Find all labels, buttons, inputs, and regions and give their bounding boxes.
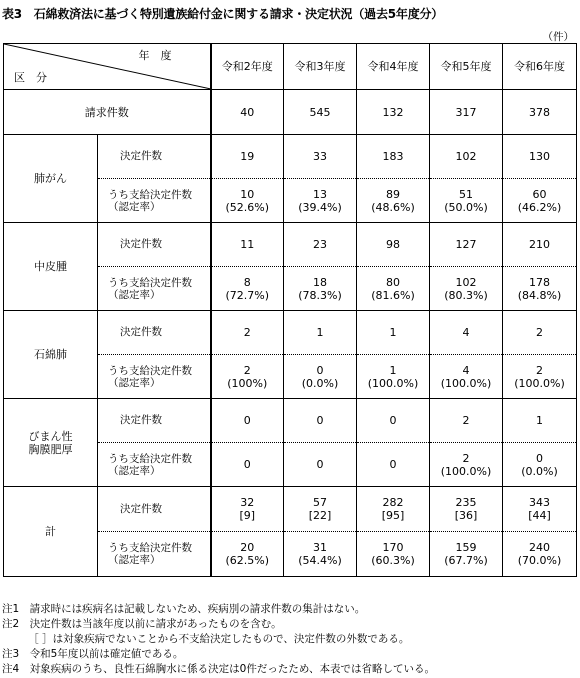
group-label-asbestosis: 石綿肺	[4, 311, 98, 399]
header-row	[4, 44, 577, 90]
decided-value: 0	[211, 399, 284, 443]
claims-row	[4, 90, 577, 135]
paid-value: 240	[529, 541, 550, 554]
paid-value: 60	[532, 187, 547, 201]
year-header: 令和6年度	[503, 44, 577, 90]
decided-label: 決定件数	[98, 487, 211, 532]
decided-value: 1	[357, 311, 430, 355]
note-2-bracket: ［ ］は対象疾病でないことから不支給決定したもので、決定件数の外数である。	[2, 633, 410, 645]
paid-label-cell	[98, 532, 211, 577]
paid-label: うち支給決定件数	[108, 542, 192, 554]
paid-value: 51	[459, 187, 473, 201]
paid-label-cell	[98, 267, 211, 311]
rate-value: (100.0%)	[367, 376, 419, 390]
decided-cell	[357, 487, 430, 532]
paid-value: 2	[536, 363, 543, 377]
paid-value: 0	[243, 458, 251, 471]
rate-value: (100.0%)	[514, 376, 565, 390]
paid-cell	[503, 355, 577, 399]
decided-cell	[503, 487, 577, 532]
paid-cell	[211, 355, 284, 399]
decided-cell	[430, 487, 503, 532]
year-header: 令和5年度	[430, 44, 503, 90]
decided-value: 2	[430, 399, 503, 443]
decided-value: 235	[455, 496, 477, 509]
rate-value: (39.4%)	[298, 200, 342, 214]
header-corner-cell	[4, 44, 211, 90]
paid-label-cell	[98, 179, 211, 223]
decided-value: 57	[313, 496, 327, 509]
decided-cell	[284, 487, 357, 532]
paid-cell	[284, 532, 357, 577]
rate-value: (100%)	[227, 376, 268, 390]
total-decided-row	[4, 487, 577, 532]
note-4: 注4 対象疾病のうち、良性石綿胸水に係る決定は0件だったため、本表では省略している。	[2, 663, 435, 675]
lung-cancer-decided-row	[4, 135, 577, 179]
paid-value: 31	[313, 541, 327, 554]
paid-value: 89	[386, 187, 400, 201]
decided-value: 343	[529, 496, 550, 509]
paid-cell	[284, 443, 357, 487]
decided-value: 32	[240, 496, 255, 509]
paid-cell	[357, 532, 430, 577]
decided-value: 127	[430, 223, 503, 267]
rate-value: (46.2%)	[517, 200, 562, 214]
paid-cell	[357, 355, 430, 399]
paid-value: 2	[243, 363, 251, 377]
rate-value: (52.6%)	[225, 200, 270, 214]
rate-value: (100.0%)	[440, 464, 492, 478]
rate-value: (72.7%)	[225, 288, 270, 302]
paid-cell	[357, 267, 430, 311]
decided-label: 決定件数	[98, 135, 211, 179]
rate-value: (67.7%)	[444, 554, 488, 567]
paid-label-cell	[98, 443, 211, 487]
rate-value: (70.0%)	[517, 554, 562, 567]
rate-label: （認定率）	[108, 464, 161, 477]
paid-value: 10	[240, 187, 255, 201]
rate-value: (81.6%)	[371, 288, 415, 302]
claims-decision-table	[3, 43, 577, 577]
year-header: 令和4年度	[357, 44, 430, 90]
paid-cell	[211, 179, 284, 223]
rate-value: (100.0%)	[440, 376, 492, 390]
paid-value: 159	[455, 541, 477, 554]
decided-cell	[211, 487, 284, 532]
decided-value: 2	[211, 311, 284, 355]
paid-value: 18	[313, 275, 327, 289]
rate-value: (62.5%)	[225, 554, 270, 567]
rate-value: (50.0%)	[444, 200, 488, 214]
paid-value: 20	[240, 541, 255, 554]
paid-cell	[430, 355, 503, 399]
paid-value: 0	[389, 458, 397, 471]
paid-value: 0	[316, 458, 324, 471]
decided-value: 1	[284, 311, 357, 355]
paid-value: 102	[455, 275, 477, 289]
pleural-thickening-decided-row	[4, 399, 577, 443]
note-2: 注2 決定件数は当該年度以前に請求があったものを含む。	[2, 618, 282, 630]
rejected-value: [22]	[308, 509, 332, 522]
paid-cell	[430, 532, 503, 577]
paid-value: 2	[462, 451, 470, 465]
decided-value: 0	[284, 399, 357, 443]
decided-value: 11	[211, 223, 284, 267]
asbestosis-decided-row	[4, 311, 577, 355]
rate-label: （認定率）	[108, 554, 161, 566]
rate-value: (48.6%)	[371, 200, 415, 214]
rate-value: (0.0%)	[301, 376, 339, 390]
rejected-value: [9]	[239, 509, 256, 522]
year-header-label: 年 度	[138, 49, 172, 62]
paid-value: 178	[529, 275, 550, 289]
paid-label: うち支給決定件数	[108, 452, 192, 465]
note-3: 注3 令和5年度以前は確定値である。	[2, 648, 184, 660]
year-header: 令和3年度	[284, 44, 357, 90]
paid-value: 13	[313, 187, 327, 201]
group-label-mesothelioma: 中皮腫	[4, 223, 98, 311]
paid-label: うち支給決定件数	[108, 188, 192, 201]
rate-value: (80.3%)	[444, 288, 488, 302]
rate-label: （認定率）	[108, 288, 161, 301]
rate-value: (54.4%)	[298, 554, 342, 567]
paid-cell	[430, 179, 503, 223]
group-label-lung-cancer: 肺がん	[4, 135, 98, 223]
paid-value: 8	[243, 275, 251, 289]
paid-value: 80	[386, 275, 400, 289]
note-1: 注1 請求時には疾病名は記載しないため、疾病別の請求件数の集計はない。	[2, 603, 366, 615]
rate-value: (78.3%)	[298, 288, 342, 302]
paid-cell	[503, 443, 577, 487]
decided-label: 決定件数	[98, 311, 211, 355]
rate-value: (84.8%)	[517, 288, 562, 302]
decided-label: 決定件数	[98, 223, 211, 267]
decided-value: 282	[382, 496, 404, 509]
decided-value: 130	[503, 135, 577, 179]
rejected-value: [44]	[528, 509, 551, 522]
paid-label-cell	[98, 355, 211, 399]
decided-label: 決定件数	[98, 399, 211, 443]
decided-value: 2	[503, 311, 577, 355]
category-header-label: 区 分	[14, 71, 47, 84]
paid-value: 4	[462, 363, 470, 377]
group-label-line1: びまん性	[28, 429, 73, 443]
claims-label: 請求件数	[4, 90, 211, 135]
rejected-value: [36]	[454, 509, 478, 522]
paid-value: 0	[536, 451, 543, 465]
group-label-total: 計	[4, 487, 98, 577]
decided-value: 1	[503, 399, 577, 443]
decided-value: 98	[357, 223, 430, 267]
rate-value: (60.3%)	[371, 554, 415, 567]
claims-value: 132	[357, 90, 430, 135]
paid-cell	[211, 443, 284, 487]
claims-value: 40	[211, 90, 284, 135]
rejected-value: [95]	[381, 509, 405, 522]
paid-label: うち支給決定件数	[108, 276, 192, 289]
decided-value: 23	[284, 223, 357, 267]
group-label-line2: 胸膜肥厚	[28, 442, 73, 456]
decided-value: 210	[503, 223, 577, 267]
claims-value: 545	[284, 90, 357, 135]
paid-cell	[430, 267, 503, 311]
rate-label: （認定率）	[108, 200, 161, 213]
decided-value: 4	[430, 311, 503, 355]
paid-value: 0	[316, 363, 324, 377]
paid-cell	[503, 532, 577, 577]
paid-cell	[357, 443, 430, 487]
paid-value: 170	[382, 541, 404, 554]
decided-value: 0	[357, 399, 430, 443]
unit-label: （件）	[542, 31, 574, 43]
claims-value: 378	[503, 90, 577, 135]
decided-value: 183	[357, 135, 430, 179]
table-title: 表3 石綿救済法に基づく特別遺族給付金に関する請求・決定状況（過去5年度分）	[2, 7, 444, 21]
paid-cell	[284, 355, 357, 399]
paid-value: 1	[389, 363, 397, 377]
decided-value: 102	[430, 135, 503, 179]
paid-cell	[357, 179, 430, 223]
paid-cell	[503, 179, 577, 223]
decided-value: 33	[284, 135, 357, 179]
paid-cell	[211, 532, 284, 577]
rate-label: （認定率）	[108, 376, 161, 389]
paid-cell	[284, 267, 357, 311]
paid-cell	[503, 267, 577, 311]
group-label-pleural-thickening	[4, 399, 98, 487]
paid-cell	[211, 267, 284, 311]
mesothelioma-decided-row	[4, 223, 577, 267]
paid-cell	[430, 443, 503, 487]
claims-value: 317	[430, 90, 503, 135]
decided-value: 19	[211, 135, 284, 179]
rate-value: (0.0%)	[521, 464, 558, 478]
year-header: 令和2年度	[211, 44, 284, 90]
paid-cell	[284, 179, 357, 223]
paid-label: うち支給決定件数	[108, 364, 192, 377]
